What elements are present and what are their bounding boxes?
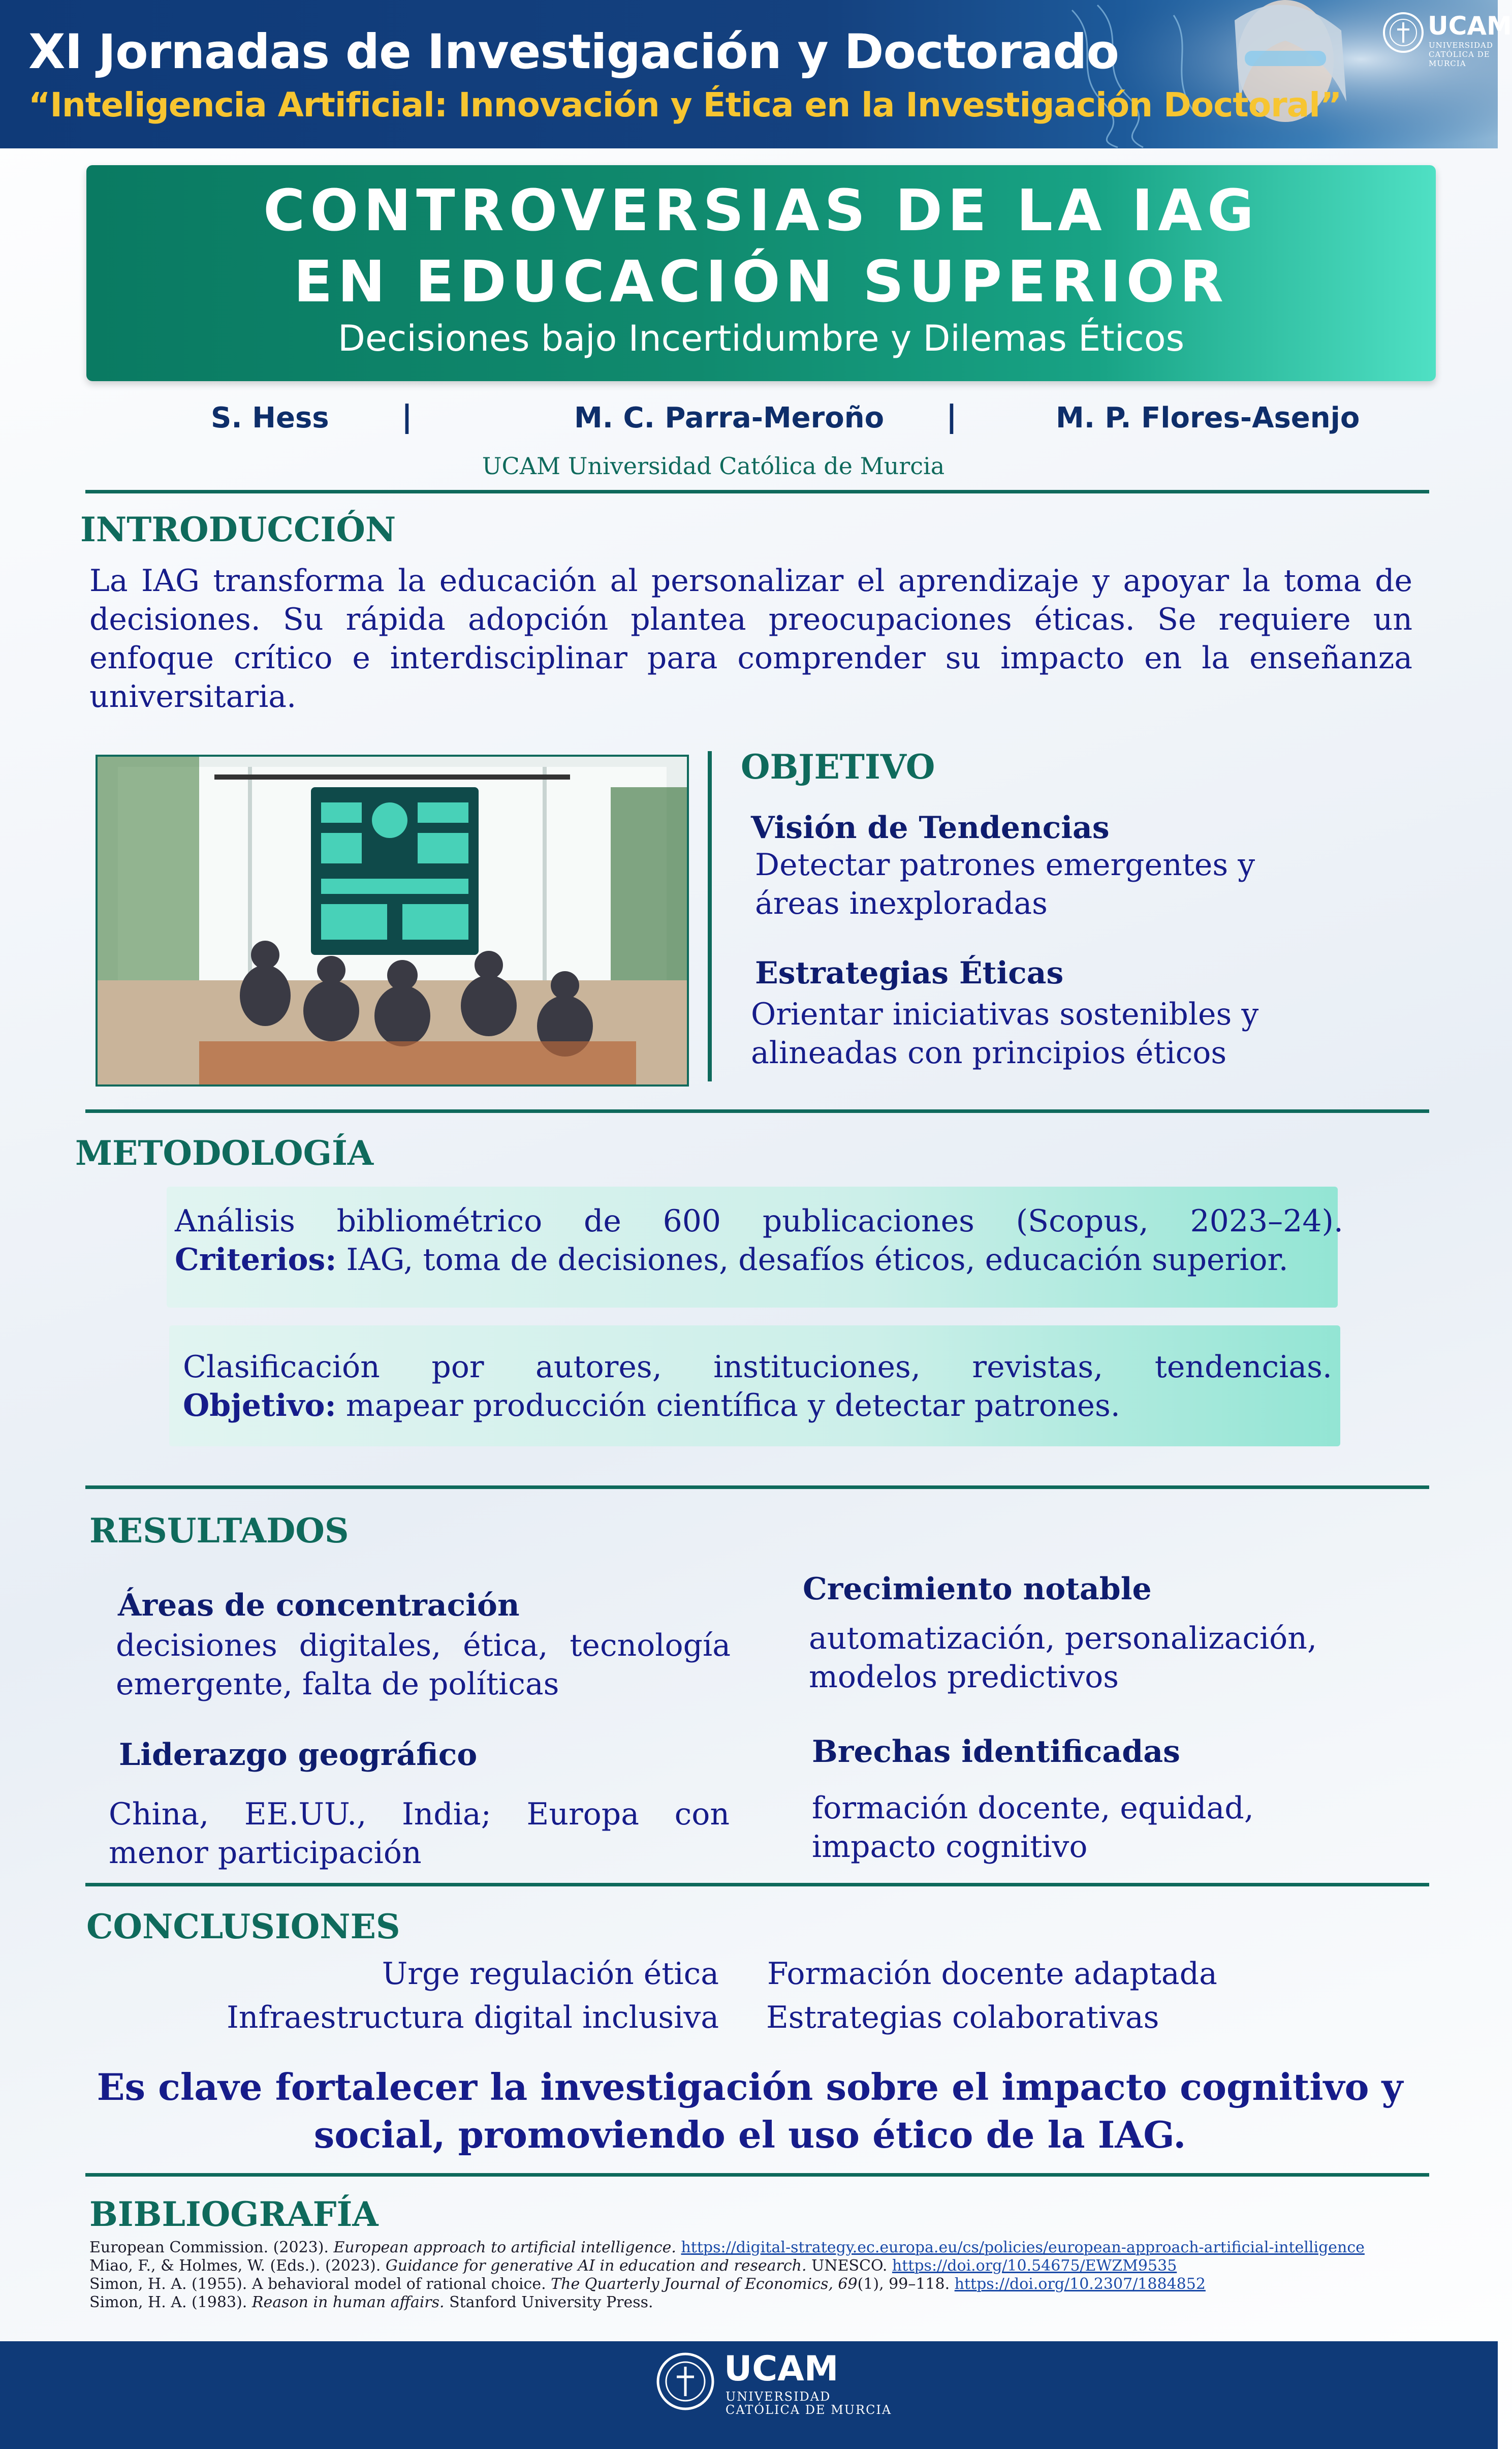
logo-subtext-line: CATÓLICA DE MURCIA	[1429, 50, 1490, 68]
objetivo-text-line: alineadas con principios éticos	[751, 1035, 1227, 1071]
conclusion-item: Formación docente adaptada	[767, 1956, 1217, 1992]
result-line: modelos predictivos	[809, 1659, 1119, 1695]
reference-item	[89, 2275, 1421, 2293]
result-text	[812, 1789, 1254, 1866]
objetivo-item-text	[751, 995, 1258, 1072]
reference-item	[89, 2257, 1421, 2275]
result-line: decisiones digitales, ética, tecnología	[116, 1628, 731, 1663]
result-title: Liderazgo geográfico	[119, 1737, 478, 1773]
ref-text: UNESCO.	[806, 2257, 892, 2275]
conclusion-item: Infraestructura digital inclusiva	[227, 2000, 719, 2035]
result-line: menor participación	[109, 1835, 422, 1871]
intro-line: enfoque crítico e interdisciplinar para comprender su impacto en la enseñanza	[89, 640, 1412, 676]
result-line: impacto cognitivo	[812, 1829, 1088, 1865]
intro-line: universitaria.	[89, 679, 297, 715]
conclusiones-heading: CONCLUSIONES	[86, 1907, 400, 1946]
logo-subtext-line: UNIVERSIDAD	[726, 2390, 831, 2404]
reference-link[interactable]: https://doi.org/10.2307/1884852	[954, 2275, 1206, 2293]
ref-text: Miao, F., & Holmes, W. (Eds.). (2023).	[89, 2257, 386, 2275]
metodologia-text	[175, 1202, 1343, 1279]
logo-subtext-line: CATÓLICA DE MURCIA	[726, 2403, 892, 2417]
author-name: M. C. Parra-Meroño	[574, 401, 885, 435]
section-divider	[85, 1109, 1429, 1113]
conclusion-statement	[89, 2063, 1410, 2159]
author-name: S. Hess	[211, 401, 329, 435]
objetivo-divider	[708, 751, 712, 1081]
result-line: emergente, falta de políticas	[116, 1666, 559, 1702]
resultados-heading: RESULTADOS	[89, 1511, 349, 1551]
ref-title: Reason in human affairs.	[251, 2293, 445, 2311]
ref-text: (1), 99–118.	[857, 2275, 955, 2293]
result-title: Áreas de concentración	[118, 1588, 520, 1623]
section-divider	[85, 1485, 1429, 1489]
objetivo-heading: OBJETIVO	[741, 747, 935, 787]
footer-logo-subtext	[726, 2390, 892, 2416]
section-divider	[85, 490, 1429, 493]
intro-text	[89, 562, 1412, 716]
ucam-seal-icon	[655, 2351, 715, 2411]
objetivo-text-line: Orientar iniciativas sostenibles y	[751, 997, 1259, 1032]
objetivo-item-title: Visión de Tendencias	[751, 810, 1110, 846]
poster-subtitle: Decisiones bajo Incertidumbre y Dilemas Éticos	[337, 318, 1185, 359]
reference-link[interactable]: https://doi.org/10.54675/EWZM9535	[892, 2257, 1177, 2275]
result-line: automatización, personalización,	[809, 1621, 1317, 1656]
intro-line: decisiones. Su rápida adopción plantea preocupaciones éticas. Se requiere un	[89, 602, 1412, 637]
author-name: M. P. Flores-Asenjo	[1056, 401, 1360, 435]
metodologia-text	[183, 1348, 1332, 1425]
result-text	[116, 1626, 731, 1703]
reference-item	[89, 2293, 1421, 2312]
result-title: Crecimiento notable	[803, 1571, 1152, 1607]
ref-text: Simon, H. A. (1983).	[89, 2293, 252, 2311]
objetivo-item-text	[755, 846, 1255, 923]
section-divider	[85, 1883, 1429, 1886]
poster-title	[86, 175, 1436, 318]
university-name: UCAM Universidad Católica de Murcia	[482, 452, 945, 480]
objetivo-item-title: Estrategias Éticas	[755, 955, 1064, 991]
conclusion-item: Urge regulación ética	[382, 1956, 719, 1992]
result-title: Brechas identificadas	[812, 1734, 1180, 1770]
ucam-seal-icon	[1382, 11, 1425, 54]
title-line: EN EDUCACIÓN SUPERIOR	[294, 249, 1228, 315]
conference-subtitle: “Inteligencia Artificial: Innovación y Ética en la Investigación Doctoral”	[28, 85, 1342, 125]
metodologia-line: Clasificación por autores, instituciones, revistas, tendencias.	[183, 1349, 1332, 1385]
result-text	[109, 1795, 730, 1872]
bibliography-list	[89, 2239, 1421, 2312]
author-separator: |	[401, 399, 413, 435]
author-separator: |	[946, 399, 957, 435]
ucam-logo-subtext	[1429, 41, 1498, 68]
ref-text: Simon, H. A. (1955). A behavioral model of rational choice.	[89, 2275, 551, 2293]
conclusion-item: Estrategias colaborativas	[766, 2000, 1159, 2035]
ref-title: The Quarterly Journal of Economics, 69	[551, 2275, 858, 2293]
title-line: CONTROVERSIAS DE LA IAG	[263, 178, 1259, 244]
metodologia-line: mapear producción científica y detectar patrones.	[336, 1388, 1120, 1423]
ref-text: Stanford University Press.	[444, 2293, 653, 2311]
result-line: China, EE.UU., India; Europa con	[109, 1796, 730, 1832]
intro-heading: INTRODUCCIÓN	[80, 510, 396, 549]
result-text	[809, 1619, 1317, 1696]
reference-link[interactable]: https://digital-strategy.ec.europa.eu/cs/policies/european-approach-artificial-intelligence	[681, 2239, 1365, 2256]
ref-text: European Commission. (2023).	[89, 2239, 334, 2256]
logo-subtext-line: UNIVERSIDAD	[1429, 41, 1493, 50]
conclusion-statement-line: Es clave fortalecer la investigación sobre el impacto cognitivo y	[97, 2065, 1403, 2109]
conclusion-statement-line: social, promoviendo el uso ético de la IAG.	[313, 2113, 1186, 2156]
ref-title: European approach to artificial intelligence.	[333, 2239, 676, 2256]
metodologia-line: Análisis bibliométrico de 600 publicaciones (Scopus, 2023–24).	[175, 1203, 1343, 1239]
section-divider	[85, 2173, 1429, 2177]
ucam-logo-text: UCAM	[1428, 11, 1512, 41]
metodologia-line: IAG, toma de decisiones, desafíos éticos, educación superior.	[336, 1242, 1288, 1278]
footer-logo-text: UCAM	[724, 2349, 839, 2389]
reference-item	[89, 2239, 1421, 2257]
conference-title: XI Jornadas de Investigación y Doctorado	[28, 24, 1119, 80]
intro-line: La IAG transforma la educación al personalizar el aprendizaje y apoyar la toma de	[89, 563, 1412, 599]
bibliografia-heading: BIBLIOGRAFÍA	[89, 2194, 379, 2234]
classroom-dashboard-photo	[96, 755, 689, 1087]
result-line: formación docente, equidad,	[812, 1790, 1254, 1826]
metodologia-label: Objetivo:	[183, 1388, 336, 1423]
objetivo-text-line: Detectar patrones emergentes y	[755, 847, 1255, 883]
objetivo-text-line: áreas inexploradas	[755, 886, 1048, 921]
metodologia-label: Criterios:	[175, 1242, 337, 1278]
metodologia-heading: METODOLOGÍA	[75, 1133, 374, 1173]
ref-title: Guidance for generative AI in education and research.	[385, 2257, 807, 2275]
